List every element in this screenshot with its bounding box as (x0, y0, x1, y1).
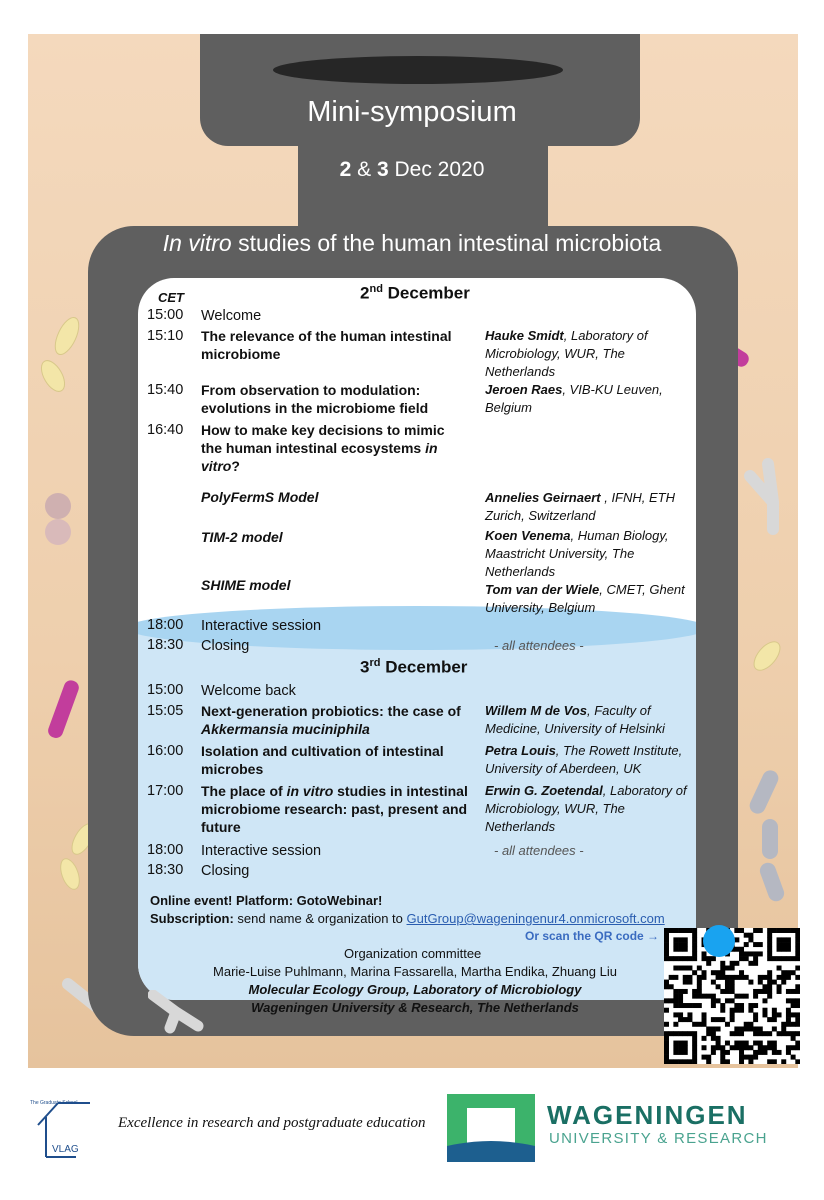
day2-welcome-time: 15:00 (147, 682, 184, 698)
yellow-bacterium-3 (749, 637, 785, 675)
day1-talk2-title: From observation to modulation: evolutions in the microbiome field (201, 382, 429, 416)
model1-name: PolyFermS Model (201, 489, 319, 505)
group-line-1: Molecular Ecology Group, Laboratory of Microbiology (248, 982, 582, 997)
day1-closing-title: Closing (201, 638, 250, 654)
day2-talk2-title: Isolation and cultivation of intestinal microbes (201, 743, 444, 777)
day1-interactive-time: 18:00 (147, 617, 184, 633)
day1-talk3-time: 16:40 (147, 422, 184, 438)
tagline: Excellence in research and postgraduate education (118, 1115, 426, 1131)
yellow-bacterium-2 (37, 357, 70, 395)
y-shape-right (750, 464, 773, 529)
grey-rod-1 (747, 768, 781, 816)
wur-logo-icon (447, 1094, 537, 1164)
qr-hint: Or scan the QR code → (525, 929, 660, 943)
wur-name: WAGENINGEN (547, 1100, 748, 1130)
day1-talk1-title: The relevance of the human intestinal microbiome (201, 328, 452, 362)
day1-talk1-speaker: Hauke Smidt, Laboratory of Microbiology, WUR, The Netherlands (485, 328, 648, 379)
event-subtitle: In vitro studies of the human intestinal microbiota (162, 230, 662, 256)
subscription-email-link[interactable]: GutGroup@wageningenur4.onmicrosoft.com (406, 911, 665, 926)
day1-closing-note: - all attendees - (494, 638, 584, 653)
event-title: Mini-symposium (307, 96, 517, 128)
day2-talk2-speaker: Petra Louis, The Rowett Institute, University of Aberdeen, UK (485, 743, 683, 776)
pink-cell-1 (45, 493, 71, 519)
model3-speaker: Tom van der Wiele, CMET, Ghent University, Belgium (485, 582, 685, 615)
day1-welcome-title: Welcome (201, 308, 262, 324)
day2-talk3-time: 17:00 (147, 783, 184, 799)
day2-interactive-note: - all attendees - (494, 843, 584, 858)
bottle-cap-opening (273, 56, 563, 84)
day2-talk1-speaker: Willem M de Vos, Faculty of Medicine, University of Helsinki (485, 703, 665, 736)
day2-talk3-speaker: Erwin G. Zoetendal, Laboratory of Microbiology, WUR, The Netherlands (485, 783, 687, 834)
event-dates: 2 & 3 Dec 2020 (339, 158, 485, 181)
committee-title: Organization committee (344, 946, 482, 961)
vlag-logo-text: VLAG (52, 1144, 79, 1155)
yellow-bacterium-5 (57, 856, 83, 892)
subscription-line: Subscription: send name & organization to GutGroup@wageningenur4.onmicrosoft.com (150, 911, 665, 926)
blue-dot (703, 925, 735, 957)
model2-name: TIM-2 model (201, 529, 283, 545)
group-line-2: Wageningen University & Research, The Netherlands (251, 1000, 579, 1015)
day2-talk3-title: The place of in vitro studies in intestinal microbiome research: past, present and future (201, 783, 468, 835)
day2-talk2-time: 16:00 (147, 743, 184, 759)
bottle-cap (200, 34, 640, 146)
committee-names: Marie-Luise Puhlmann, Marina Fassarella, Martha Endika, Zhuang Liu (213, 964, 617, 979)
day1-welcome-time: 15:00 (147, 307, 184, 323)
day1-talk2-time: 15:40 (147, 382, 184, 398)
day1-closing-time: 18:30 (147, 637, 184, 653)
day1-talk1-time: 15:10 (147, 328, 184, 344)
grey-rod-3 (758, 860, 787, 903)
model1-speaker: Annelies Geirnaert , IFNH, ETH Zurich, Switzerland (485, 490, 675, 523)
day2-welcome-title: Welcome back (201, 683, 296, 699)
vlag-school-label: The Graduate School (30, 1100, 78, 1106)
day1-interactive-title: Interactive session (201, 618, 322, 634)
magenta-rod-left (46, 678, 81, 740)
cet-label: CET (158, 290, 184, 305)
day2-interactive-title: Interactive session (201, 843, 322, 859)
day1-talk2-speaker: Jeroen Raes, VIB-KU Leuven, Belgium (485, 382, 663, 415)
day2-talk1-time: 15:05 (147, 703, 184, 719)
day2-closing-title: Closing (201, 863, 250, 879)
pink-cell-2 (45, 519, 71, 545)
yellow-bacterium-1 (50, 314, 83, 358)
day1-heading: 2nd December (360, 283, 470, 303)
day2-closing-time: 18:30 (147, 862, 184, 878)
model3-name: SHIME model (201, 577, 291, 593)
day2-heading: 3rd December (360, 657, 468, 677)
grey-rod-2 (762, 819, 778, 859)
day2-interactive-time: 18:00 (147, 842, 184, 858)
model2-speaker: Koen Venema, Human Biology, Maastricht University, The Netherlands (485, 528, 669, 579)
online-event-note: Online event! Platform: GotoWebinar! (150, 893, 383, 908)
day2-talk1-title: Next-generation probiotics: the case of Akkermansia muciniphila (201, 703, 461, 737)
wur-subtitle: UNIVERSITY & RESEARCH (549, 1130, 768, 1147)
day1-talk3-title: How to make key decisions to mimic the human intestinal ecosystems in vitro? (201, 422, 445, 474)
